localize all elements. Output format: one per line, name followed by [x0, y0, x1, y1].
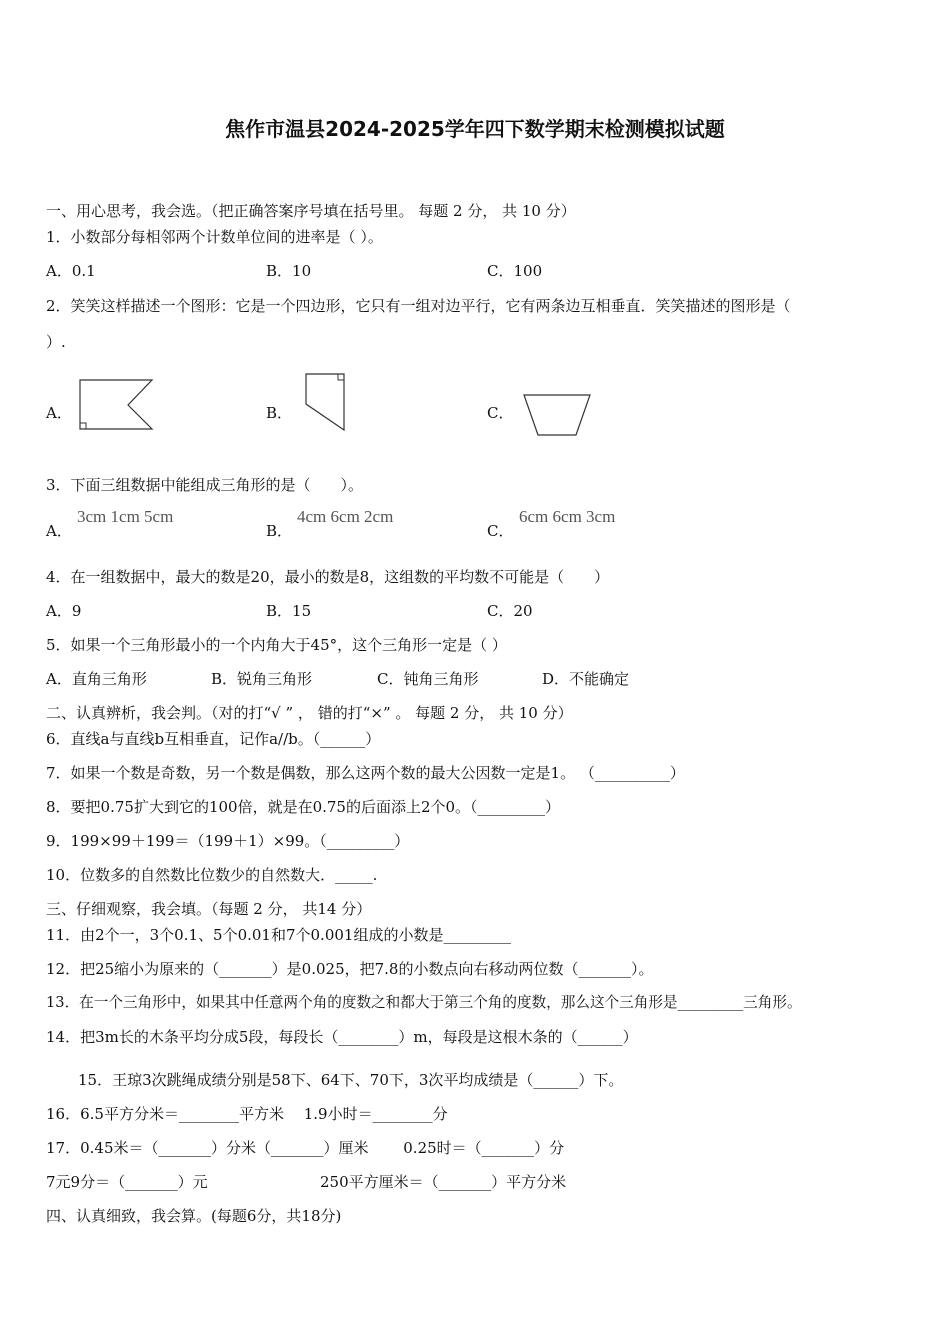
question-2-continued: ）.: [46, 333, 66, 351]
question-12: 12．把25缩小为原来的（_______）是0.025，把7.8的小数点向右移动两位数（_______）。: [46, 960, 654, 978]
question-9: 9．199×99＋199＝（199＋1）×99。（_________）: [46, 832, 410, 850]
q3-option-b: B．: [266, 522, 293, 540]
q2-figure-a: [76, 376, 158, 434]
q3-option-c: C．: [487, 522, 514, 540]
question-4: 4．在一组数据中，最大的数是20，最小的数是8，这组数的平均数不可能是（ ）: [46, 568, 610, 586]
question-7: 7．如果一个数是奇数，另一个数是偶数，那么这两个数的最大公因数一定是1。 （__________）: [46, 764, 685, 782]
q3-option-a: A．: [46, 522, 72, 540]
question-16: 16．6.5平方分米＝________平方米 1.9小时＝________分: [46, 1105, 448, 1123]
question-2: 2．笑笑这样描述一个图形：它是一个四边形，它只有一组对边平行，它有两条边互相垂直．笑笑描述的图形是（: [46, 297, 791, 315]
q5-option-b: B．锐角三角形: [211, 670, 313, 688]
question-17-part-b-right: 250平方厘米＝（_______）平方分米: [320, 1173, 567, 1191]
question-13: 13．在一个三角形中，如果其中任意两个角的度数之和都大于第三个角的度数，那么这个三角形是_________三角形。: [46, 994, 802, 1011]
q1-option-b: B．10: [266, 262, 312, 280]
question-11: 11．由2个一，3个0.1、5个0.01和7个0.001组成的小数是_________: [46, 926, 511, 944]
question-17: 17．0.45米＝（_______）分米（_______）厘米 0.25时＝（_______）分: [46, 1139, 565, 1157]
q5-option-d: D．不能确定: [542, 670, 630, 688]
q2-option-a: A．: [46, 404, 72, 422]
q5-option-c: C．钝角三角形: [377, 670, 479, 688]
q2-option-c: C．: [487, 404, 514, 422]
q5-option-a: A．直角三角形: [46, 670, 147, 688]
question-15: 15．王琼3次跳绳成绩分别是58下、64下、70下，3次平均成绩是（______）下。: [78, 1071, 624, 1089]
q2-figure-b: [300, 370, 350, 434]
q1-option-c: C．100: [487, 262, 543, 280]
section-2-heading: 二、认真辨析，我会判。（对的打“√ ” ， 错的打“×” 。 每题 2 分， 共 10 分）: [46, 704, 573, 722]
q1-option-a: A．0.1: [46, 262, 96, 280]
q2-figure-c: [520, 391, 594, 439]
section-4-heading: 四、认真细致，我会算。(每题6分，共18分): [46, 1207, 342, 1225]
question-5: 5．如果一个三角形最小的一个内角大于45°，这个三角形一定是（ ）: [46, 636, 507, 654]
q3-option-b-lengths: 4cm 6cm 2cm: [297, 507, 394, 526]
question-8: 8．要把0.75扩大到它的100倍，就是在0.75的后面添上2个0。（_________）: [46, 798, 561, 816]
q2-option-b: B．: [266, 404, 293, 422]
page-title: 焦作市温县2024-2025学年四下数学期末检测模拟试题: [225, 117, 725, 141]
question-6: 6．直线a与直线b互相垂直，记作a//b。（______）: [46, 730, 381, 748]
q4-option-c: C．20: [487, 602, 533, 620]
question-1: 1．小数部分每相邻两个计数单位间的进率是（ ）。: [46, 228, 383, 246]
question-3: 3．下面三组数据中能组成三角形的是（ ）。: [46, 476, 364, 494]
section-1-heading: 一、用心思考，我会选。（把正确答案序号填在括号里。 每题 2 分， 共 10 分）: [46, 202, 576, 220]
q4-option-a: A．9: [46, 602, 82, 620]
q3-option-a-lengths: 3cm 1cm 5cm: [77, 507, 174, 526]
question-14: 14．把3m长的木条平均分成5段，每段长（________）m，每段是这根木条的（______）: [46, 1028, 638, 1046]
question-17-part-b-left: 7元9分＝（_______）元: [46, 1173, 208, 1191]
q3-option-c-lengths: 6cm 6cm 3cm: [519, 507, 616, 526]
q4-option-b: B．15: [266, 602, 312, 620]
question-10: 10．位数多的自然数比位数少的自然数大．_____.: [46, 866, 378, 884]
section-3-heading: 三、仔细观察，我会填。（每题 2 分， 共14 分）: [46, 900, 372, 918]
